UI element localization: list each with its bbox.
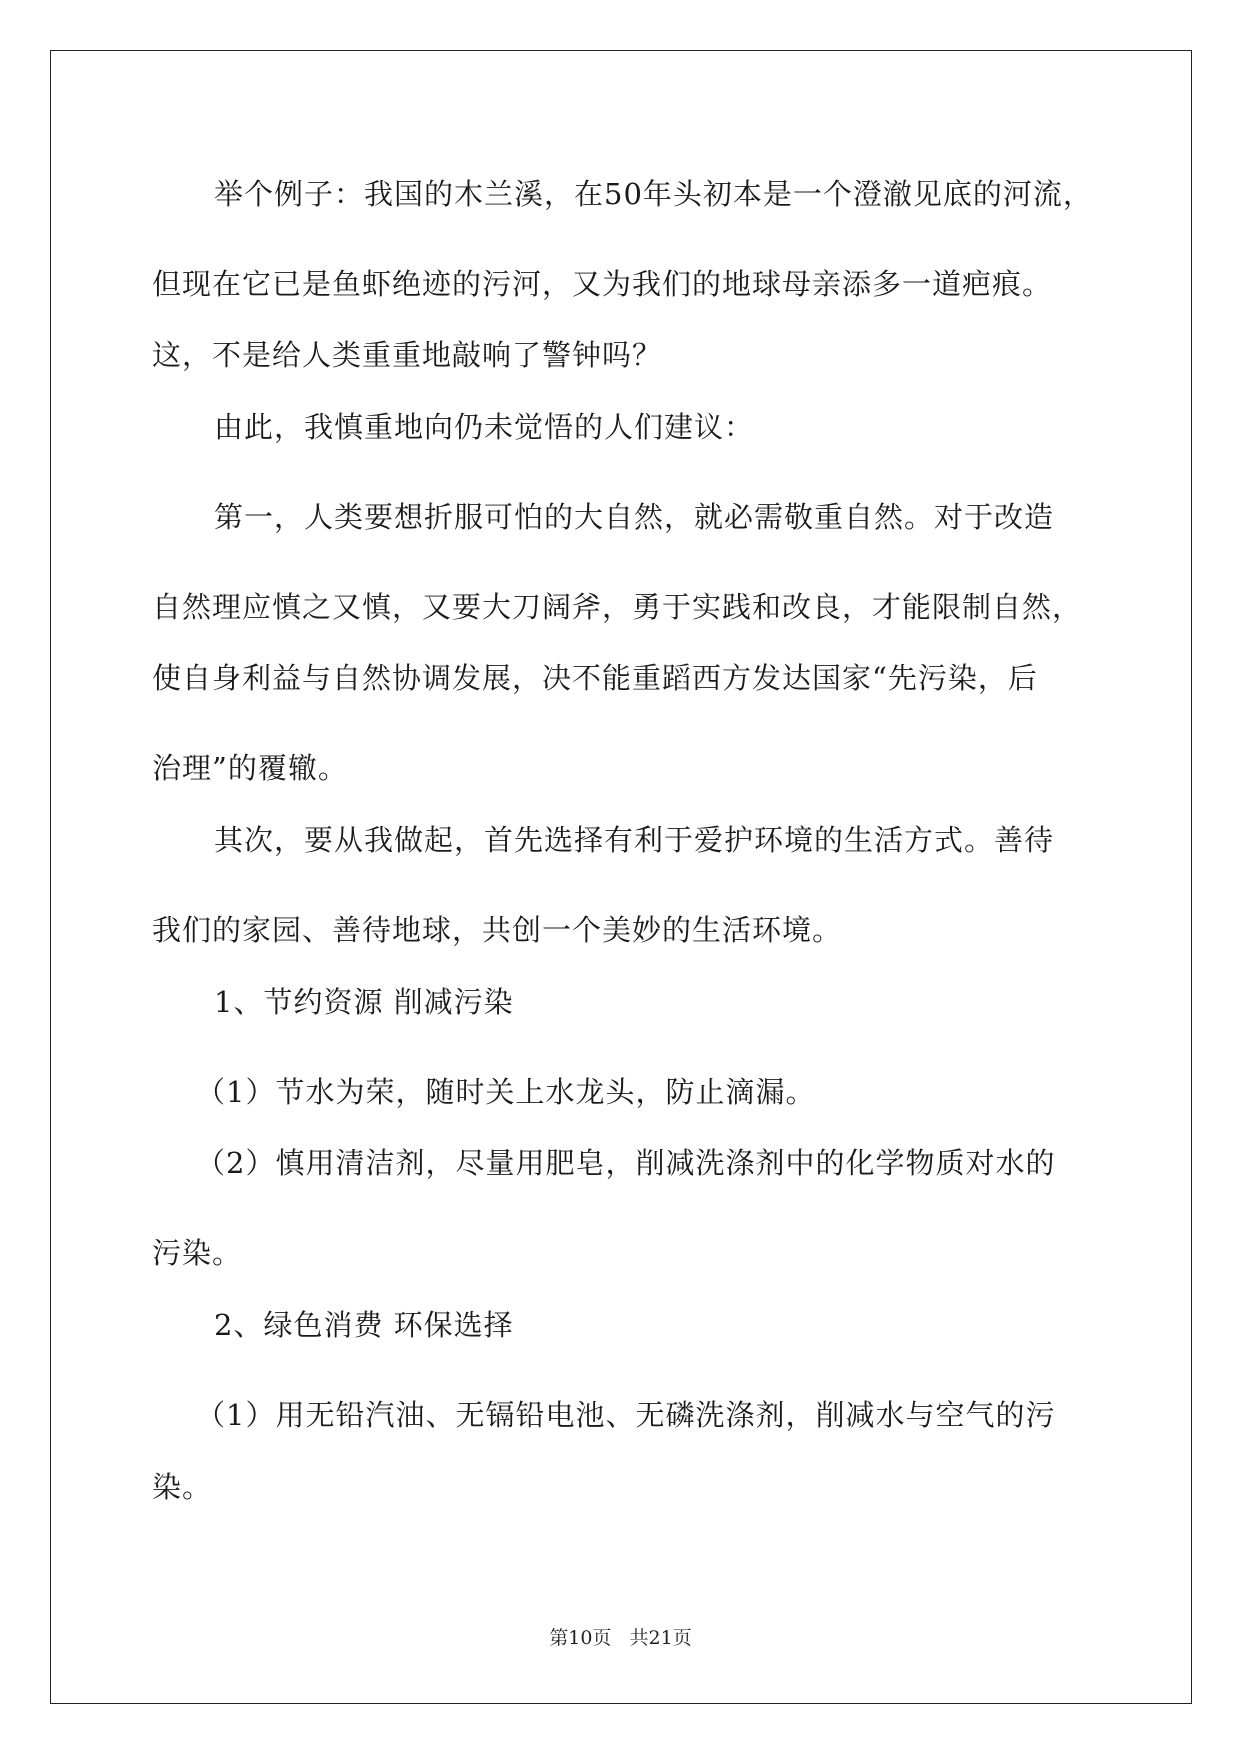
list-item: （1）节水为荣，随时关上水龙头，防止滴漏。 xyxy=(196,1075,816,1109)
section-heading: 2、绿色消费 环保选择 xyxy=(214,1308,514,1342)
list-item: （2）慎用清洁剂，尽量用肥皂，削减洗涤剂中的化学物质对水的 xyxy=(196,1146,1056,1180)
page-number-footer: 第10页 共21页 xyxy=(549,1627,692,1649)
paragraph-line: 由此，我慎重地向仍未觉悟的人们建议： xyxy=(214,410,755,444)
section-heading: 1、节约资源 削减污染 xyxy=(214,985,514,1019)
paragraph-line: 使自身利益与自然协调发展，决不能重蹈西方发达国家“先污染，后 xyxy=(152,661,1038,695)
paragraph-line: 但现在它已是鱼虾绝迹的污河，又为我们的地球母亲添多一道疤痕。 xyxy=(152,267,1053,301)
paragraph-line: 治理”的覆辙。 xyxy=(152,751,348,785)
paragraph-line: 举个例子：我国的木兰溪，在50年头初本是一个澄澈见底的河流， xyxy=(214,177,1093,211)
paragraph-line: 这，不是给人类重重地敲响了警钟吗？ xyxy=(152,338,663,372)
paragraph-line: 其次，要从我做起，首先选择有利于爱护环境的生活方式。善待 xyxy=(214,823,1055,857)
paragraph-line: 自然理应慎之又慎，又要大刀阔斧，勇于实践和改良，才能限制自然， xyxy=(152,590,1083,624)
paragraph-line: 我们的家园、善待地球，共创一个美妙的生活环境。 xyxy=(152,913,843,947)
list-item: （1）用无铅汽油、无镉铅电池、无磷洗涤剂，削减水与空气的污 xyxy=(196,1398,1056,1432)
paragraph-line: 第一，人类要想折服可怕的大自然，就必需敬重自然。对于改造 xyxy=(214,500,1055,534)
paragraph-line: 污染。 xyxy=(152,1236,243,1270)
paragraph-line: 染。 xyxy=(152,1470,213,1504)
